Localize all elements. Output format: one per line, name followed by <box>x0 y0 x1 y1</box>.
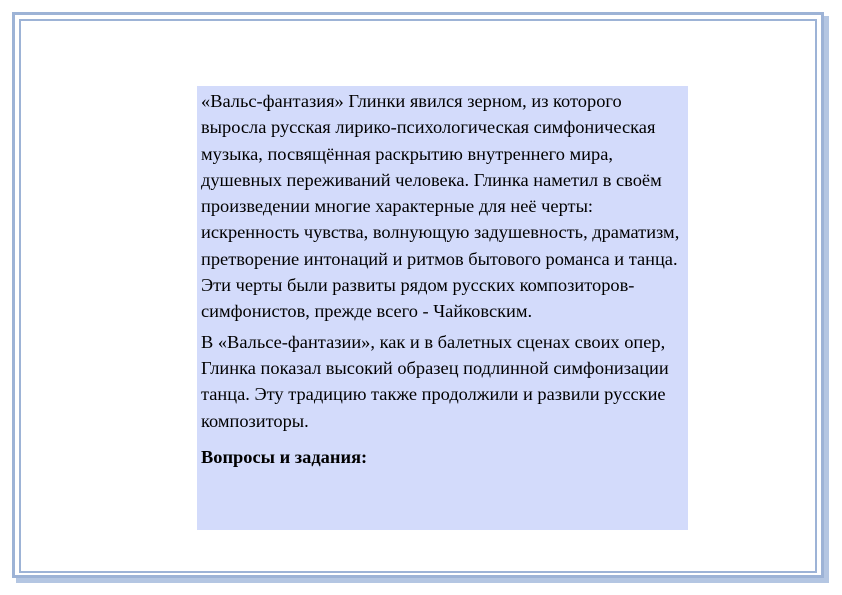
paragraph-waltz-fantasia: «Вальс-фантазия» Глинки явился зерном, из которого выросла русская лирико-психологическая симфоническая музыка, посвящённая раскрытию внутреннего мира, душевных переживаний человека. Глинка наметил в своём произведении многие характерные для неё черты: искренность чувства, волнующую задушевность, драматизм, претворение интонаций и ритмов бытового романса и танца. Эти черты были развиты рядом русских композиторов-симфонистов, прежде всего - Чайковским. <box>201 91 680 322</box>
text-box <box>197 86 688 530</box>
frame-shadow-right <box>824 16 829 582</box>
frame-shadow-bottom <box>16 578 829 583</box>
questions-heading: Вопросы и задания: <box>201 446 368 467</box>
paragraph-dance-symphonization: В «Вальсе-фантазии», как и в балетных сценах своих опер, Глинка показал высокий образец подлинной симфонизации танца. Эту традицию также продолжили и развили русские композиторы. <box>201 331 669 431</box>
